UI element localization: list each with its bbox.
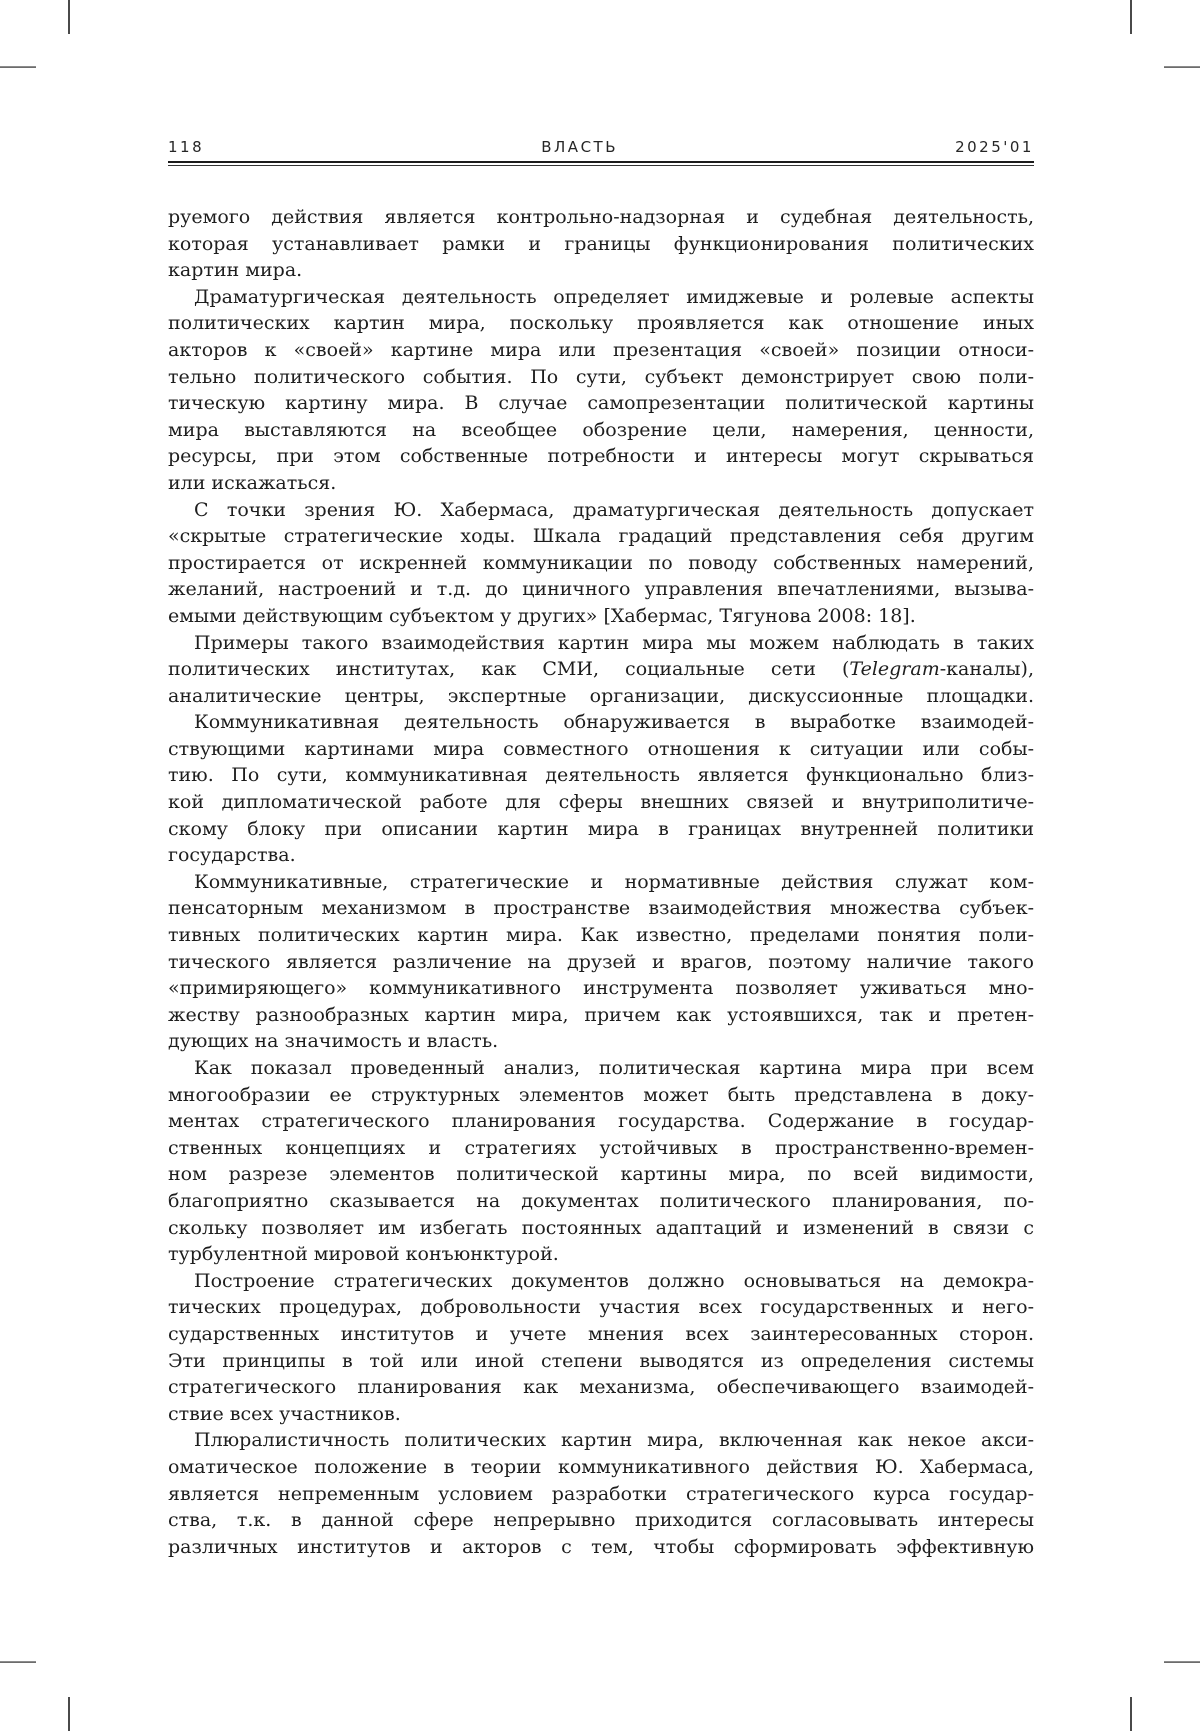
text-line: турбулентной мировой конъюнктурой. xyxy=(168,1243,559,1266)
text-line: Примеры такого взаимодействия картин мира мы можем наблюдать в таких xyxy=(194,631,1034,654)
text-line: емыми действующим субъектом у других» [Хабермас, Тягунова 2008: 18]. xyxy=(168,604,916,627)
text-line: акторов к «своей» картине мира или презентация «своей» позиции относи- xyxy=(168,338,1034,361)
text-line: тельно политического события. По сути, субъект демонстрирует свою поли- xyxy=(168,365,1034,388)
text-line: картин мира. xyxy=(168,259,303,282)
text-line: ресурсы, при этом собственные потребности и интересы могут скрываться xyxy=(168,445,1034,468)
page-number: 118 xyxy=(168,138,205,156)
crop-mark-top-left-vertical xyxy=(68,0,70,34)
text-line: «примиряющего» коммуникативного инструмента позволяет уживаться мно- xyxy=(168,977,1034,1000)
text-line: ментах стратегического планирования государства. Содержание в государ- xyxy=(168,1110,1034,1133)
text-line: скому блоку при описании картин мира в границах внутренней политики xyxy=(168,817,1034,840)
text-line: оматическое положение в теории коммуникативного действия Ю. Хабермаса, xyxy=(168,1455,1034,1478)
text-line: пенсаторным механизмом в пространстве взаимодействия множества субъек- xyxy=(168,897,1034,920)
text-line: С точки зрения Ю. Хабермаса, драматургическая деятельность допускает xyxy=(194,498,1034,521)
text-line: Коммуникативные, стратегические и нормативные действия служат ком- xyxy=(194,870,1034,893)
journal-running-title: ВЛАСТЬ xyxy=(541,138,618,156)
text-line: Драматургическая деятельность определяет имиджевые и ролевые аспекты xyxy=(194,285,1034,308)
text-line: которая устанавливает рамки и границы функционирования политических xyxy=(168,232,1034,255)
text-line: скольку позволяет им избегать постоянных адаптаций и изменений в связи с xyxy=(168,1216,1034,1239)
text-line: тивных политических картин мира. Как известно, пределами понятия поли- xyxy=(168,924,1034,947)
text-line: ствие всех участников. xyxy=(168,1402,401,1425)
text-line: тию. По сути, коммуникативная деятельность является функционально близ- xyxy=(168,764,1034,787)
text-line: стратегического планирования как механизма, обеспечивающего взаимодей- xyxy=(168,1376,1034,1399)
text-line: тических процедурах, добровольности участия всех государственных и него- xyxy=(168,1296,1034,1319)
page-header xyxy=(168,138,1034,156)
text-line: тического является различение на друзей и врагов, поэтому наличие такого xyxy=(168,950,1034,973)
crop-mark-bottom-left-horizontal xyxy=(0,1661,36,1663)
text-line: желаний, настроений и т.д. до циничного управления впечатлениями, вызыва- xyxy=(168,578,1034,601)
text-line: Построение стратегических документов должно основываться на демокра- xyxy=(194,1269,1034,1292)
text-line: дующих на значимость и власть. xyxy=(168,1030,499,1053)
text-line: сударственных институтов и учете мнения всех заинтересованных сторон. xyxy=(168,1322,1034,1345)
header-rule xyxy=(168,161,1034,166)
crop-mark-top-right-horizontal xyxy=(1164,66,1200,68)
crop-mark-top-right-vertical xyxy=(1130,0,1132,34)
text-line: Как показал проведенный анализ, политическая картина мира при всем xyxy=(194,1057,1034,1079)
text-line: политических институтах, как СМИ, социальные сети (Telegram-каналы), xyxy=(168,658,1034,681)
text-line: Плюралистичность политических картин мира, включенная как некое акси- xyxy=(194,1429,1034,1452)
text-line: простирается от искренней коммуникации по поводу собственных намерений, xyxy=(168,551,1034,574)
text-line: является непременным условием разработки стратегического курса государ- xyxy=(168,1482,1034,1505)
text-line: благоприятно сказывается на документах политического планирования, по- xyxy=(168,1189,1034,1212)
crop-mark-bottom-right-vertical xyxy=(1130,1697,1132,1731)
text-line: руемого действия является контрольно-надзорная и судебная деятельность, xyxy=(168,206,1034,228)
issue-number: 2025'01 xyxy=(955,138,1034,156)
text-line: аналитические центры, экспертные организации, дискуссионные площадки. xyxy=(168,684,1034,707)
article-body xyxy=(168,204,1034,1560)
text-line: ственных концепциях и стратегиях устойчивых в пространственно-времен- xyxy=(168,1136,1034,1159)
text-line: Коммуникативная деятельность обнаруживается в выработке взаимодей- xyxy=(194,711,1034,734)
text-line: «скрытые стратегические ходы. Шкала градаций представления себя другим xyxy=(168,525,1034,548)
crop-mark-bottom-right-horizontal xyxy=(1164,1661,1200,1663)
text-line: ном разрезе элементов политической картины мира, по всей видимости, xyxy=(168,1163,1034,1186)
text-line: многообразии ее структурных элементов может быть представлена в доку- xyxy=(168,1083,1034,1106)
crop-mark-bottom-left-vertical xyxy=(68,1697,70,1731)
text-line: тическую картину мира. В случае самопрезентации политической картины xyxy=(168,392,1034,415)
text-line: государства. xyxy=(168,844,296,867)
text-line: кой дипломатической работе для сферы внешних связей и внутриполитиче- xyxy=(168,791,1034,814)
text-line: ства, т.к. в данной сфере непрерывно приходится согласовывать интересы xyxy=(168,1509,1034,1532)
text-line: ствующими картинами мира совместного отношения к ситуации или собы- xyxy=(168,737,1034,760)
text-line: различных институтов и акторов с тем, чтобы сформировать эффективную xyxy=(168,1535,1034,1558)
text-line: политических картин мира, поскольку проявляется как отношение иных xyxy=(168,312,1034,335)
text-line: мира выставляются на всеобщее обозрение цели, намерения, ценности, xyxy=(168,418,1034,441)
crop-mark-top-left-horizontal xyxy=(0,66,36,68)
text-line: или искажаться. xyxy=(168,471,337,494)
text-line: жеству разнообразных картин мира, причем как устоявшихся, так и претен- xyxy=(168,1003,1034,1026)
text-line: Эти принципы в той или иной степени выводятся из определения системы xyxy=(168,1349,1034,1372)
